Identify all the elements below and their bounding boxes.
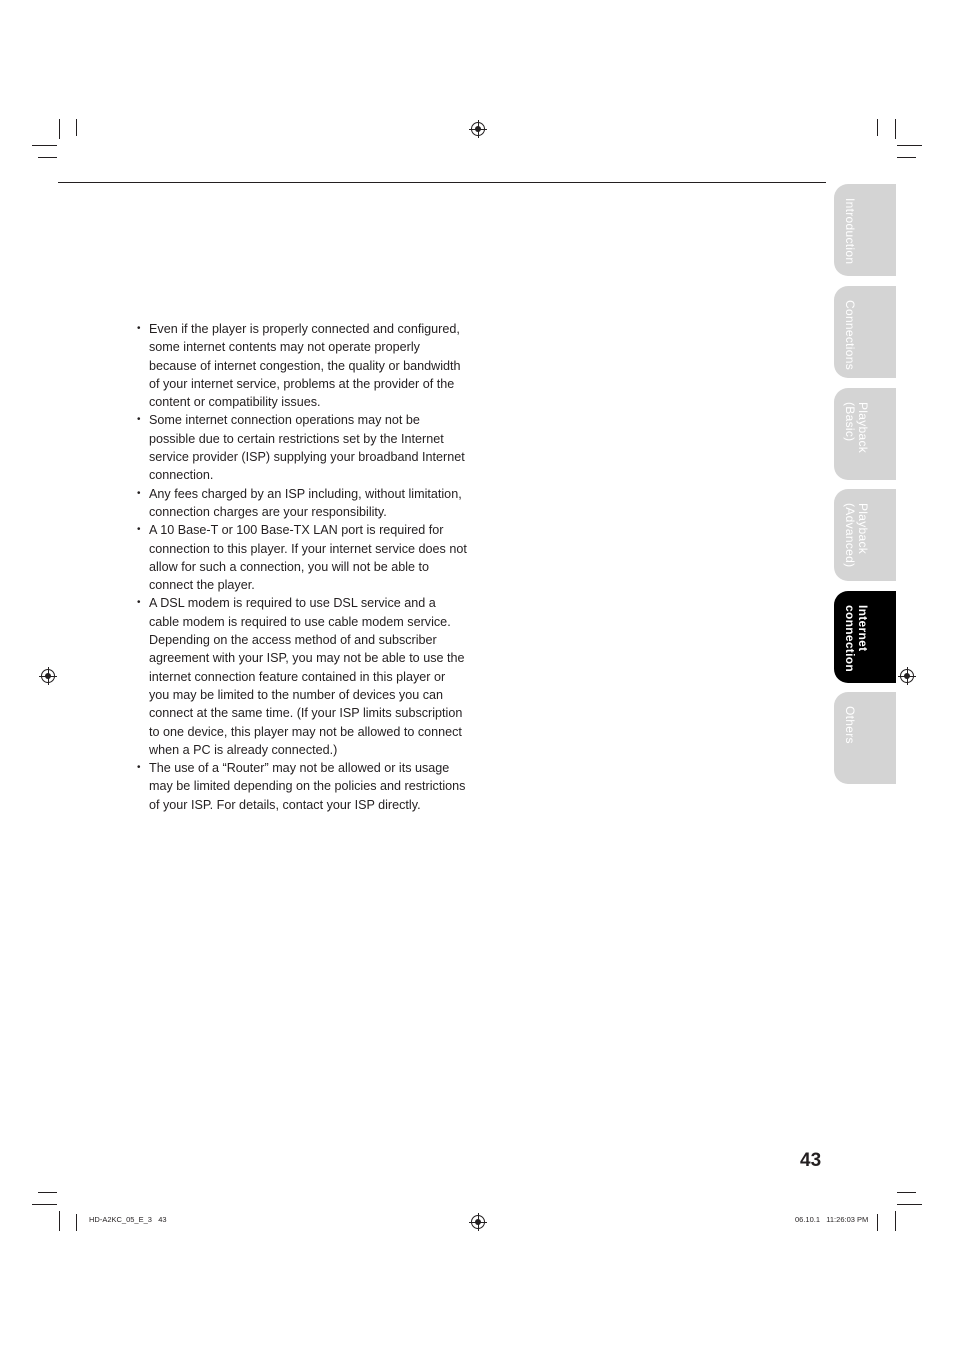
tab-others[interactable]	[834, 692, 896, 784]
registration-mark-icon	[471, 122, 485, 136]
crop-mark	[877, 119, 878, 136]
file-slug: HD-A2KC_05_E_3 43	[89, 1215, 167, 1224]
list-item: • The use of a “Router” may not be allowed or its usage may be limited depending on the policies and restrictions of your ISP. For details, contact your ISP directly.	[137, 761, 466, 812]
registration-mark-icon	[900, 669, 914, 683]
tab-introduction[interactable]	[834, 184, 896, 276]
tab-playback-advanced[interactable]	[834, 489, 896, 581]
notes-list	[137, 320, 467, 814]
crop-mark	[38, 1192, 57, 1193]
tab-playback-basic[interactable]	[834, 388, 896, 480]
crop-mark	[895, 119, 896, 139]
tab-label: Introduction	[843, 198, 857, 265]
tab-connections[interactable]	[834, 286, 896, 378]
crop-mark	[59, 119, 60, 139]
crop-mark	[32, 1204, 57, 1205]
tab-label: Internet connection	[843, 605, 870, 673]
bullet-icon: •	[137, 597, 141, 609]
crop-mark	[897, 157, 916, 158]
crop-mark	[76, 119, 77, 136]
crop-mark	[897, 1204, 922, 1205]
crop-mark	[76, 1214, 77, 1231]
list-item: • Any fees charged by an ISP including, without limitation, connection charges are your responsibility.	[137, 486, 462, 519]
list-item: • A DSL modem is required to use DSL service and a cable modem is required to use cable modem service. Depending on the access method of and subscriber agreement with your ISP, you may not be able to use the internet connection feature contained in this player or you may be limited to the number of devices you can connect at the same time. (If your ISP limits subscription to one device, this player may not be allowed to connect when a PC is already connected.)	[137, 596, 465, 757]
page-number: 43	[800, 1150, 822, 1171]
crop-mark	[32, 145, 57, 146]
crop-mark	[59, 1211, 60, 1231]
header-rule	[58, 182, 826, 183]
tab-label: Playback (Basic)	[843, 402, 870, 454]
crop-mark	[895, 1211, 896, 1231]
bullet-icon: •	[137, 762, 141, 774]
crop-mark	[38, 157, 57, 158]
bullet-icon: •	[137, 323, 141, 334]
tab-label: Others	[843, 706, 857, 744]
registration-mark-icon	[471, 1215, 485, 1229]
list-item: • Even if the player is properly connected and configured, some internet contents may not operate properly because of internet congestion, the quality or bandwidth of your internet service, problems at the provider of the content or compatibility issues.	[137, 322, 461, 410]
crop-mark	[877, 1214, 878, 1231]
bullet-icon: •	[137, 414, 141, 426]
crop-mark	[897, 145, 922, 146]
tab-label: Connections	[843, 300, 857, 371]
tab-internet-connection[interactable]	[834, 591, 896, 683]
crop-mark	[897, 1192, 916, 1193]
list-item: • Some internet connection operations may not be possible due to certain restrictions set by the Internet service provider (ISP) supplying your broadband Internet connection.	[137, 413, 465, 483]
tab-label: Playback (Advanced)	[843, 503, 870, 568]
registration-mark-icon	[41, 669, 55, 683]
list-item: • A 10 Base-T or 100 Base-TX LAN port is required for connection to this player. If your internet service does not allow for such a connection, you will not be able to connect the player.	[137, 523, 467, 593]
bullet-icon: •	[137, 487, 141, 499]
bullet-icon: •	[137, 524, 141, 536]
print-timestamp: 06.10.1 11:26:03 PM	[795, 1215, 869, 1224]
